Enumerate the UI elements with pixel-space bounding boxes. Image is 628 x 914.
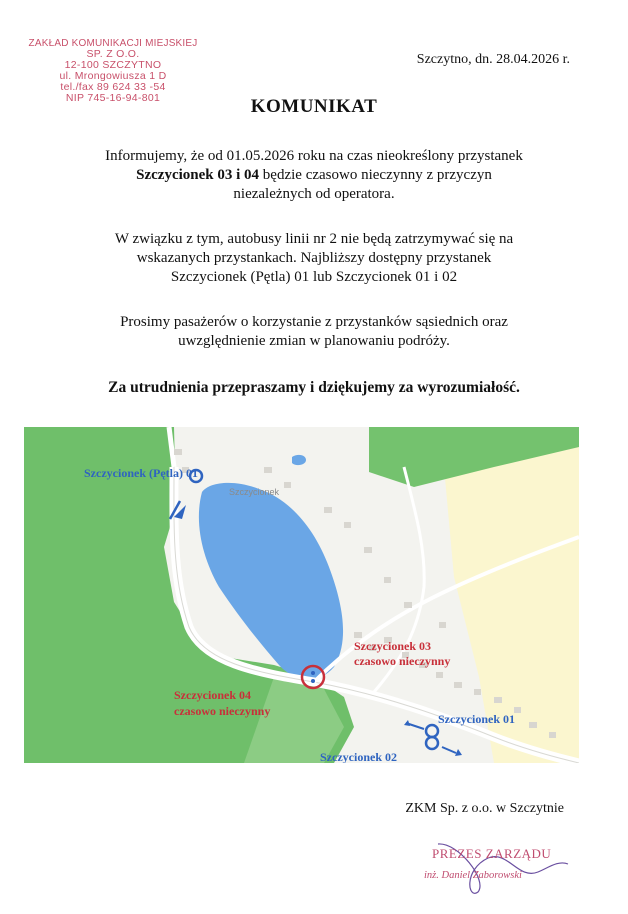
stamp-line: NIP 745-16-94-801 [65,92,161,104]
stop-label-01: Szczycionek 01 [438,712,515,726]
stop-label-03: Szczycionek 03 [354,639,431,653]
stop-label-03-status: czasowo nieczynny [354,654,451,668]
document-title: KOMUNIKAT [250,96,378,117]
company-stamp [28,38,198,104]
area-map [24,427,579,763]
stop-label-02: Szczycionek 02 [320,750,397,763]
stop-label-04: Szczycionek 04 [174,688,251,702]
text-line: W związku z tym, autobusy linii nr 2 nie będą zatrzymywać się na [114,231,514,247]
stamp-line: ZAKŁAD KOMUNIKACJI MIEJSKIEJ [28,38,198,49]
stamp-line: tel./fax 89 624 33 -54 [60,81,166,93]
signature-name: inż. Daniel Zaborowski [424,870,522,881]
text-line: Szczycionek (Pętla) 01 lub Szczycionek 01 i 02 [170,269,458,285]
paragraph-apology: Za utrudnienia przepraszamy i dziękujemy za wyrozumiałość. [108,379,520,396]
paragraph-closure-info [40,147,588,204]
signature-title: PREZES ZARZĄDU [432,846,552,861]
text-line: niezależnych od operatora. [233,186,395,202]
text-fragment: będzie czasowo nieczynny z przyczyn [259,167,492,183]
signature-stamp [418,840,578,900]
stop-label-04-status: czasowo nieczynny [174,704,271,718]
text-line: wskazanych przystankach. Najbliższy dostępny przystanek [136,250,492,266]
map-canvas [24,427,579,763]
text-line [40,166,588,185]
closed-stops-name: Szczycionek 03 i 04 [136,167,260,183]
stop-dot-icon [311,671,315,675]
stamp-line: 12-100 SZCZYTNO [64,59,162,71]
village-label: Szczycionek [229,487,280,497]
paragraph-alternative-stops [40,230,588,287]
text-line: Prosimy pasażerów o korzystanie z przystanków sąsiednich oraz [120,314,508,330]
stop-dot-icon [311,679,315,683]
stop-label-petla: Szczycionek (Pętla) 01 [84,466,198,480]
stamp-line: ul. Mrongowiusza 1 D [59,70,167,82]
stamp-line: SP. Z O.O. [86,48,140,60]
text-line: uwzględnienie zmian w planowaniu podróży. [178,333,450,349]
text-line: Informujemy, że od 01.05.2026 roku na czas nieokreślony przystanek [105,148,523,164]
document-date: Szczytno, dn. 28.04.2026 r. [416,52,570,67]
paragraph-request [40,313,588,351]
company-name: ZKM Sp. z o.o. w Szczytnie [405,801,564,816]
